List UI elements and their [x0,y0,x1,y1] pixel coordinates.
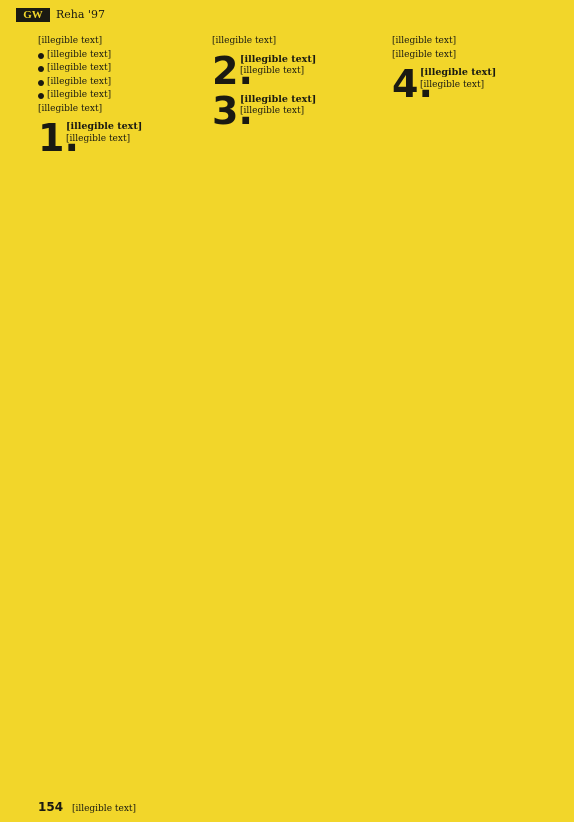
section-lead: [illegible text] [240,93,317,105]
bullet-item: [illegible text] [38,50,198,62]
bullet-item: [illegible text] [38,77,198,89]
bullet-item: [illegible text] [38,63,198,75]
body-paragraph: [illegible text] [38,36,103,46]
magazine-logo: GW [16,8,50,22]
section-lead: [illegible text] [420,67,497,78]
section-rubric: Reha '97 [56,8,105,21]
page-number: 154 [38,800,64,814]
section-number: 1. [38,121,79,155]
section-number: 4. [392,67,433,101]
numbered-section [212,94,378,128]
section-body: [illegible text] [66,133,131,144]
section-number: 3. [212,93,253,128]
bullet-item: [illegible text] [38,90,198,102]
numbered-section [392,67,564,101]
section-number: 2. [212,53,253,88]
body-paragraph: [illegible text] [392,49,457,60]
section-body: [illegible text] [240,66,305,76]
numbered-section [38,121,198,155]
section-lead: [illegible text] [240,53,317,65]
body-paragraph: [illegible text] [212,36,277,46]
page-header [0,0,574,24]
column-2 [212,36,378,792]
section-body: [illegible text] [420,79,485,90]
body-paragraph: [illegible text] [392,36,457,46]
column-1 [38,36,198,792]
issue-info: [illegible text] [71,804,137,814]
numbered-section [212,54,378,88]
section-body: [illegible text] [240,106,305,116]
body-paragraph: [illegible text] [38,103,103,114]
page-footer [38,800,136,814]
column-3 [392,36,564,792]
section-lead: [illegible text] [66,121,143,132]
